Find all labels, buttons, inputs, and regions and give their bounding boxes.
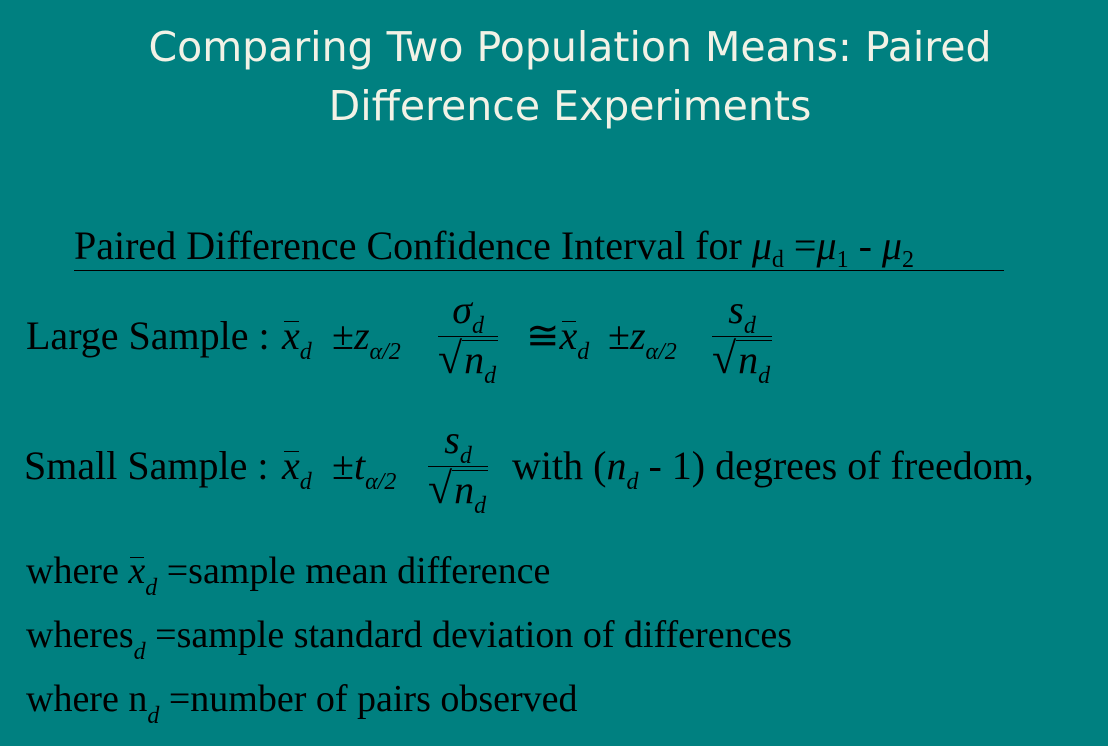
ci-heading-text: Paired Difference Confidence Interval for xyxy=(74,223,742,268)
plus-minus-sign-3: ± xyxy=(332,443,354,488)
x-bar-subscript-4: d xyxy=(145,575,158,601)
s-subscript: d xyxy=(743,313,756,339)
z-symbol: z xyxy=(353,313,370,358)
with-text: with ( xyxy=(512,443,607,488)
s-symbol-3: s xyxy=(118,614,134,656)
x-bar-subscript-3: d xyxy=(299,469,312,495)
n-symbol-4: n xyxy=(606,443,627,488)
definition-number-of-pairs xyxy=(26,676,578,727)
z-symbol-2: z xyxy=(629,313,646,358)
definition-standard-deviation xyxy=(26,612,792,663)
definition-text: =number of pairs observed xyxy=(168,678,578,720)
sigma-over-root-n-fraction xyxy=(438,287,498,389)
sqrt-symbol-2: √ xyxy=(712,334,737,383)
where-label: where xyxy=(26,614,119,656)
ci-heading xyxy=(74,222,1004,271)
x-bar-symbol: x xyxy=(282,313,300,358)
plus-minus-sign: ± xyxy=(332,313,354,358)
equals-sign: = xyxy=(793,223,817,268)
minus-sign: - xyxy=(858,223,872,268)
sigma-subscript: d xyxy=(471,313,484,339)
s-subscript-2: d xyxy=(459,443,472,469)
small-sample-label: Small Sample : xyxy=(24,443,269,488)
approx-equal-sign: ≅ xyxy=(526,313,560,358)
slide-title: Comparing Two Population Means: Paired Difference Experiments xyxy=(148,23,992,130)
definition-text: =sample standard deviation of differences xyxy=(155,614,793,656)
n-subscript-2: d xyxy=(758,363,771,389)
n-subscript: d xyxy=(484,363,497,389)
s-symbol-2: s xyxy=(444,417,460,462)
where-label: where xyxy=(26,550,119,592)
plus-minus-sign-2: ± xyxy=(608,313,630,358)
mu-d-symbol: μ xyxy=(751,223,772,268)
mu-1-symbol: μ xyxy=(816,223,837,268)
s-symbol: s xyxy=(728,287,744,332)
sqrt-symbol-3: √ xyxy=(428,464,453,513)
n-symbol-3: n xyxy=(454,467,475,512)
t-symbol: t xyxy=(353,443,366,488)
s-subscript-3: d xyxy=(133,639,146,665)
z-subscript-2: α/2 xyxy=(645,339,677,365)
s-over-root-n-fraction-small xyxy=(428,417,488,519)
mu-2-subscript: 2 xyxy=(901,247,914,273)
sqrt-symbol: √ xyxy=(438,334,463,383)
n-subscript-4: d xyxy=(626,469,639,495)
x-bar-subscript-2: d xyxy=(577,339,590,365)
n-symbol-2: n xyxy=(738,337,759,382)
n-subscript-3: d xyxy=(474,493,487,519)
mu-d-subscript: d xyxy=(771,247,784,273)
x-bar-symbol-2: x xyxy=(559,313,578,358)
t-subscript: α/2 xyxy=(365,469,397,495)
mu-1-subscript: 1 xyxy=(836,247,849,273)
degrees-of-freedom-text: - 1) degrees of freedom, xyxy=(648,443,1034,488)
n-symbol-5: n xyxy=(128,678,148,720)
mu-2-symbol: μ xyxy=(881,223,902,268)
x-bar-subscript: d xyxy=(299,339,312,365)
z-subscript: α/2 xyxy=(369,339,401,365)
sigma-symbol: σ xyxy=(452,287,472,332)
s-over-root-n-fraction xyxy=(712,287,772,389)
n-subscript-5: d xyxy=(147,703,160,729)
x-bar-symbol-4: x xyxy=(128,550,146,592)
definition-text: =sample mean difference xyxy=(166,550,551,592)
x-bar-symbol-3: x xyxy=(282,443,300,488)
where-label: where xyxy=(26,678,119,720)
n-symbol: n xyxy=(464,337,485,382)
definition-mean-difference xyxy=(26,548,550,599)
large-sample-label: Large Sample : xyxy=(26,313,270,358)
